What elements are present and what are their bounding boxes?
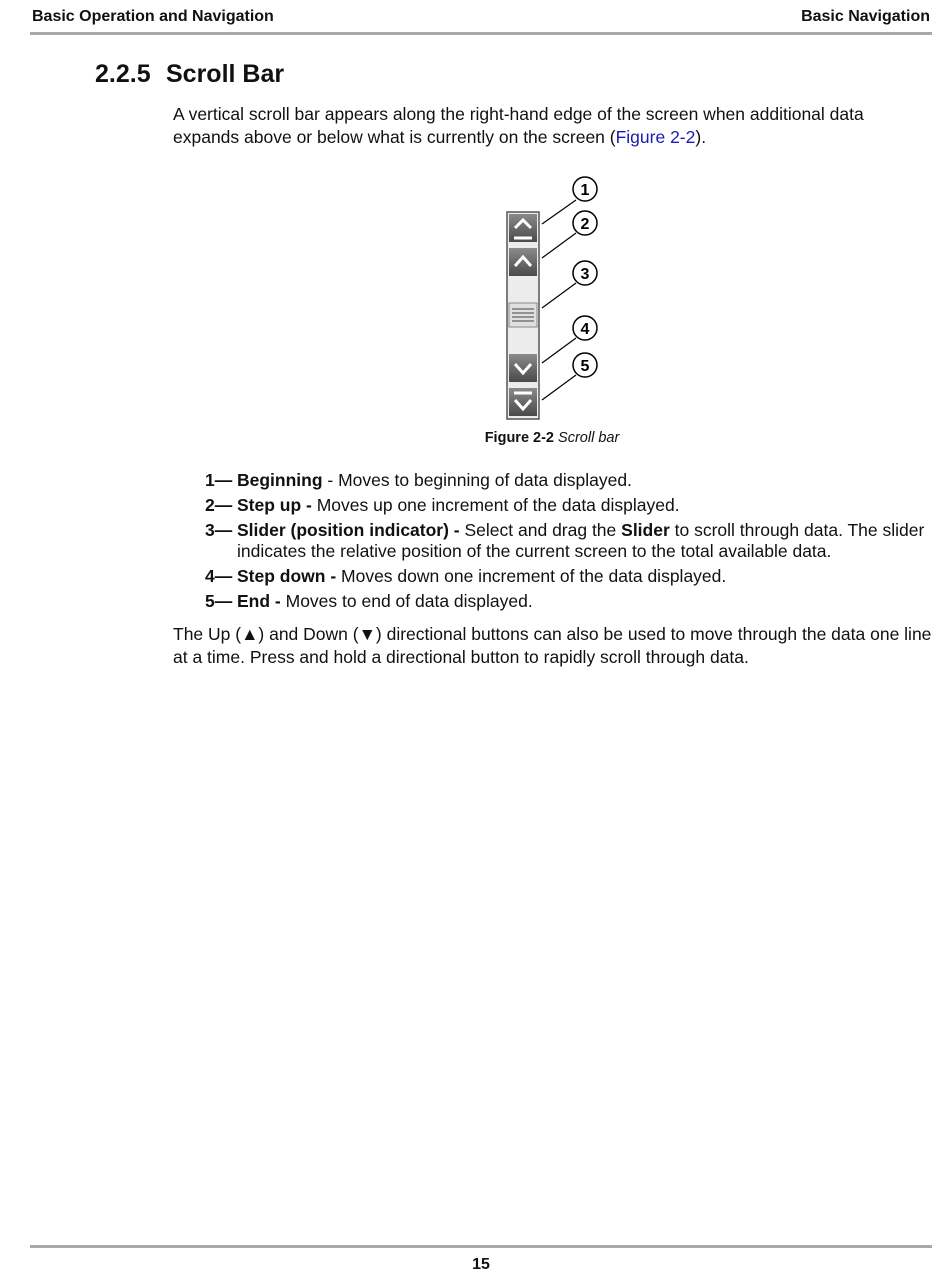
scroll-bar-illustration — [500, 172, 610, 424]
list-item-number: 2— — [205, 495, 233, 515]
intro-paragraph — [173, 103, 913, 149]
callout-number: 2 — [580, 216, 590, 233]
list-item-term: Step up - — [237, 495, 312, 515]
list-item-text: Moves to end of data displayed. — [280, 591, 533, 611]
callout-leader — [542, 233, 576, 258]
list-item-text: - Moves to beginning of data displayed. — [322, 470, 632, 490]
list-item-text: Select and drag the — [459, 520, 622, 540]
callout-number: 5 — [580, 358, 590, 375]
scroll-bar-figure — [500, 172, 610, 424]
list-item-number: 5— — [205, 591, 233, 611]
section-number: 2.2.5 — [95, 60, 151, 88]
callout-leader — [542, 338, 576, 363]
list-item-number: 3— — [205, 520, 233, 540]
list-item-term: Slider (position indicator) - — [237, 520, 460, 540]
intro-text-end: ). — [695, 127, 707, 147]
list-item-term: End - — [237, 591, 281, 611]
section-heading — [95, 60, 284, 89]
running-header-chapter: Basic Operation and Navigation — [32, 8, 274, 25]
list-item-term: Beginning — [237, 470, 323, 490]
footer-divider — [30, 1245, 932, 1248]
slider-thumb — [509, 303, 537, 327]
callout-number: 3 — [580, 266, 590, 283]
callout-leader — [542, 375, 576, 400]
list-item-text: Moves up one increment of the data displayed. — [311, 495, 680, 515]
list-item — [205, 495, 935, 516]
callout-leader — [542, 200, 576, 224]
step-down-button — [509, 354, 537, 382]
section-title: Scroll Bar — [166, 60, 285, 88]
list-item — [205, 591, 935, 612]
list-item-number: 1— — [205, 470, 233, 490]
figure-caption-text: Scroll bar — [558, 430, 620, 446]
callout-number: 4 — [580, 321, 590, 338]
step-up-button — [509, 248, 537, 276]
list-item-text: to scroll through data. The slider indicates the relative position of the current screen to the total available data. — [237, 520, 925, 561]
figure-caption — [0, 430, 950, 446]
list-item-term: Step down - — [237, 566, 337, 586]
page-number: 15 — [472, 1256, 490, 1273]
header-divider — [30, 32, 932, 35]
list-item-text: Moves down one increment of the data displayed. — [336, 566, 727, 586]
closing-paragraph: The Up (▲) and Down (▼) directional buttons can also be used to move through the data one line at a time. Press and hold a directional button to rapidly scroll through data. — [173, 624, 932, 667]
list-item-number: 4— — [205, 566, 233, 586]
list-item — [205, 520, 935, 562]
callout-legend-list — [205, 470, 935, 616]
running-header-section: Basic Navigation — [801, 8, 930, 25]
intro-text: A vertical scroll bar appears along the right-hand edge of the screen when additional data expands above or below what is currently on the screen ( — [173, 104, 864, 147]
callout-number: 1 — [580, 182, 590, 199]
list-item-term: Slider — [621, 520, 670, 540]
figure-caption-label: Figure 2-2 — [484, 430, 554, 446]
figure-link[interactable]: Figure 2-2 — [615, 127, 696, 147]
callout-leader — [542, 283, 576, 308]
list-item — [205, 470, 935, 491]
list-item — [205, 566, 935, 587]
